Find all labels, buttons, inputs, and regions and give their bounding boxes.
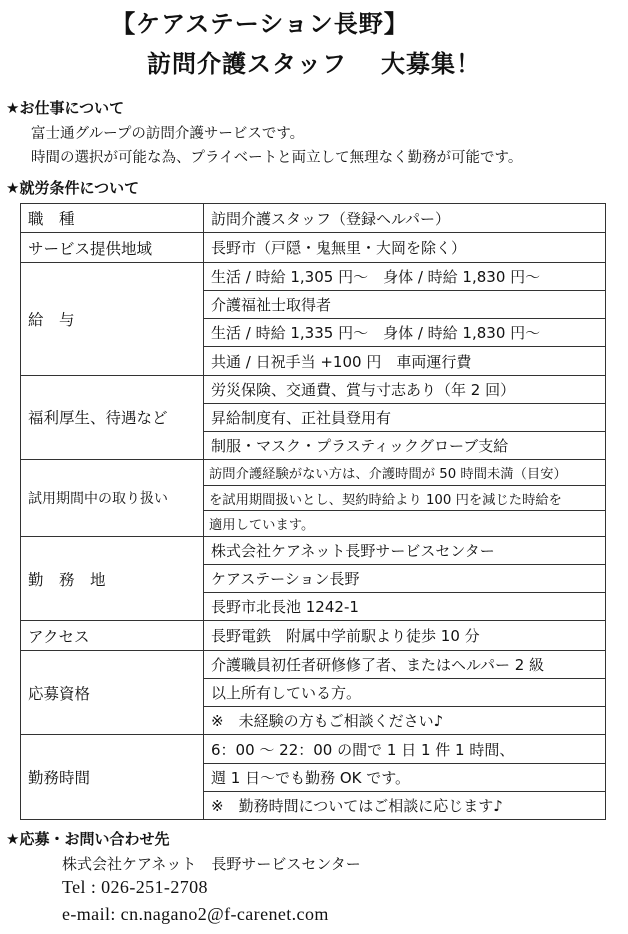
value-hours-1: 6：00 ～ 22：00 の間で 1 日 1 件 1 時間、 [204, 735, 606, 763]
contact-company: 株式会社ケアネット 長野サービスセンター [62, 855, 361, 873]
conditions-heading: ★就労条件について [6, 179, 140, 197]
value-salary-1: 生活 / 時給 1,305 円～ 身体 / 時給 1,830 円～ [204, 262, 606, 290]
job-line-2: 時間の選択が可能な為、プライベートと両立して無理なく勤務が可能です。 [31, 150, 523, 166]
table-row [21, 536, 606, 564]
conditions-table [20, 203, 606, 820]
job-line-1: 富士通グループの訪問介護サービスです。 [31, 126, 305, 142]
value-qualifications-2: 以上所有している方。 [204, 679, 606, 707]
title-line-2-a: 訪問介護スタッフ [147, 50, 347, 78]
value-job-type: 訪問介護スタッフ（登録ヘルパー） [204, 204, 606, 233]
table-row [21, 460, 606, 486]
value-salary-2: 介護福祉士取得者 [204, 291, 606, 319]
value-salary-4: 共通 / 日祝手当 +100 円 車両運行費 [204, 347, 606, 375]
label-trial-period: 試用期間中の取り扱い [21, 460, 204, 537]
value-workplace-3: 長野市北長池 1242-1 [204, 593, 606, 621]
value-benefits-2: 昇給制度有、正社員登用有 [204, 403, 606, 431]
label-benefits: 福利厚生、待遇など [21, 375, 204, 460]
value-hours-3: ※ 勤務時間についてはご相談に応じます♪ [204, 791, 606, 819]
contact-tel: Tel : 026-251-2708 [62, 877, 208, 897]
value-trial-1: 訪問介護経験がない方は、介護時間が 50 時間未満（目安） [204, 460, 606, 486]
value-hours-2: 週 1 日～でも勤務 OK です。 [204, 763, 606, 791]
label-job-type: 職 種 [21, 204, 204, 233]
title-line-1: 【ケアステーション長野】 [111, 10, 409, 38]
table-row [21, 262, 606, 290]
value-qualifications-1: 介護職員初任者研修修了者、またはヘルパー 2 級 [204, 650, 606, 678]
table-row [21, 233, 606, 262]
label-access: アクセス [21, 621, 204, 650]
value-workplace-1: 株式会社ケアネット長野サービスセンター [204, 536, 606, 564]
job-heading: ★お仕事について [6, 99, 125, 117]
value-qualifications-3: ※ 未経験の方もご相談ください♪ [204, 707, 606, 735]
table-row [21, 204, 606, 233]
value-benefits-1: 労災保険、交通費、賞与寸志あり（年 2 回） [204, 375, 606, 403]
table-row [21, 375, 606, 403]
label-salary: 給 与 [21, 262, 204, 375]
value-workplace-2: ケアステーション長野 [204, 565, 606, 593]
label-working-hours: 勤務時間 [21, 735, 204, 820]
value-salary-3: 生活 / 時給 1,335 円～ 身体 / 時給 1,830 円～ [204, 319, 606, 347]
value-trial-2: を試用期間扱いとし、契約時給より 100 円を減じた時給を [204, 485, 606, 511]
label-qualifications: 応募資格 [21, 650, 204, 735]
value-access: 長野電鉄 附属中学前駅より徒歩 10 分 [204, 621, 606, 650]
label-service-area: サービス提供地域 [21, 233, 204, 262]
value-trial-3: 適用しています。 [204, 511, 606, 537]
table-row [21, 650, 606, 678]
title-line-2-b: 大募集！ [381, 50, 481, 78]
contact-email: e-mail: cn.nagano2@f-carenet.com [62, 904, 329, 924]
value-benefits-3: 制服・マスク・プラスティックグローブ支給 [204, 431, 606, 459]
table-row [21, 621, 606, 650]
value-service-area: 長野市（戸隠・鬼無里・大岡を除く） [204, 233, 606, 262]
contact-heading: ★応募・お問い合わせ先 [6, 830, 170, 848]
label-workplace: 勤 務 地 [21, 536, 204, 621]
table-row [21, 735, 606, 763]
title-line-2 [0, 44, 628, 79]
